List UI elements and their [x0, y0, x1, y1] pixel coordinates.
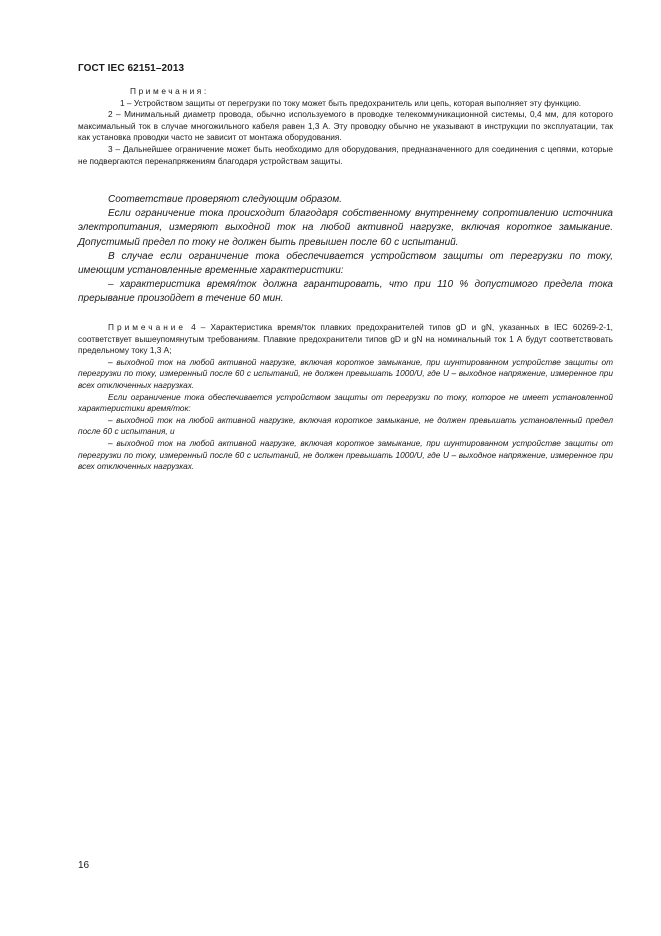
note-4-block — [78, 322, 613, 473]
document-header: ГОСТ IEC 62151–2013 — [78, 63, 185, 74]
note-4-item-2: Если ограничение тока обеспечивается устройством защиты от перегрузки по току, которое не имеет установленной характеристики время/ток: — [78, 391, 613, 414]
note-4-item-1: – выходной ток на любой активной нагрузке, включая короткое замыкание, при шунтированном устройстве защиты от перегрузки по току, измеренный после 60 с испытаний, не должен превышать 1000/U, где U – выходное напряжение, измеренное при всех отключенных нагрузках. — [78, 356, 613, 390]
main-text-block — [78, 193, 613, 307]
note-item-2: 2 – Минимальный диаметр провода, обычно используемого в проводке телекоммуникационной системы, 0,4 мм, для которого максимальный ток в случае многожильного кабеля равен 1,3 А. Эту проводку обычно не указывают в инструкции по эксплуатации, так как установка проводки часто не зависит от монтажа оборудования. — [78, 109, 613, 143]
note-4-item-4: – выходной ток на любой активной нагрузке, включая короткое замыкание, при шунтированном устройстве защиты от перегрузки по току, измеренный после 60 с испытаний, не должен превышать 1000/U, где U – выходное напряжение, измеренное при всех отключенных нагрузках. — [78, 437, 613, 472]
notes-title: Примечания: — [130, 86, 209, 96]
note-4-paragraph — [78, 322, 613, 357]
page-number: 16 — [78, 860, 90, 871]
compliance-heading: Соответствие проверяют следующим образом. — [108, 194, 342, 205]
paragraph-internal-resistance: Если ограничение тока происходит благодаря собственному внутреннему сопротивлению источника электропитания, измеряют выходной ток на любой активной нагрузке, включая короткое замыкание. Допустимый предел по току не должен быть превышен после 60 с испытаний. — [78, 208, 613, 248]
note-4-item-3: – выходной ток на любой активной нагрузке, включая короткое замыкание, не должен превышать установленный предел после 60 с испытания, и — [78, 414, 613, 437]
note-item-3: 3 – Дальнейшее ограничение может быть необходимо для оборудования, предназначенного для соединения с цепями, которые не подвергаются перенапряжениям благодаря устройствам защиты. — [78, 143, 613, 166]
note-4-label: Примечание — [108, 322, 187, 332]
paragraph-time-current: – характеристика время/ток должна гарантировать, что при 110 % допустимого предела тока прерывание произойдет в течение 60 мин. — [78, 279, 613, 305]
notes-block — [78, 86, 613, 167]
note-item-1: 1 – Устройством защиты от перегрузки по току может быть предохранитель или цепь, которая выполняет эту функцию. — [120, 97, 582, 108]
paragraph-protection-device: В случае если ограничение тока обеспечивается устройством защиты от перегрузки по току, имеющим установленные временные характеристики: — [78, 250, 613, 277]
note-4-text: 4 – Характеристика время/ток плавких предохранителей типов gD и gN, указанных в IEC 60269-2-1, соответствует вышеупомянутым требованиям. Плавкие предохранители типов gD и gN на номинальный ток 1 А будут соответствовать предельному току 1,3 А; — [78, 322, 613, 356]
